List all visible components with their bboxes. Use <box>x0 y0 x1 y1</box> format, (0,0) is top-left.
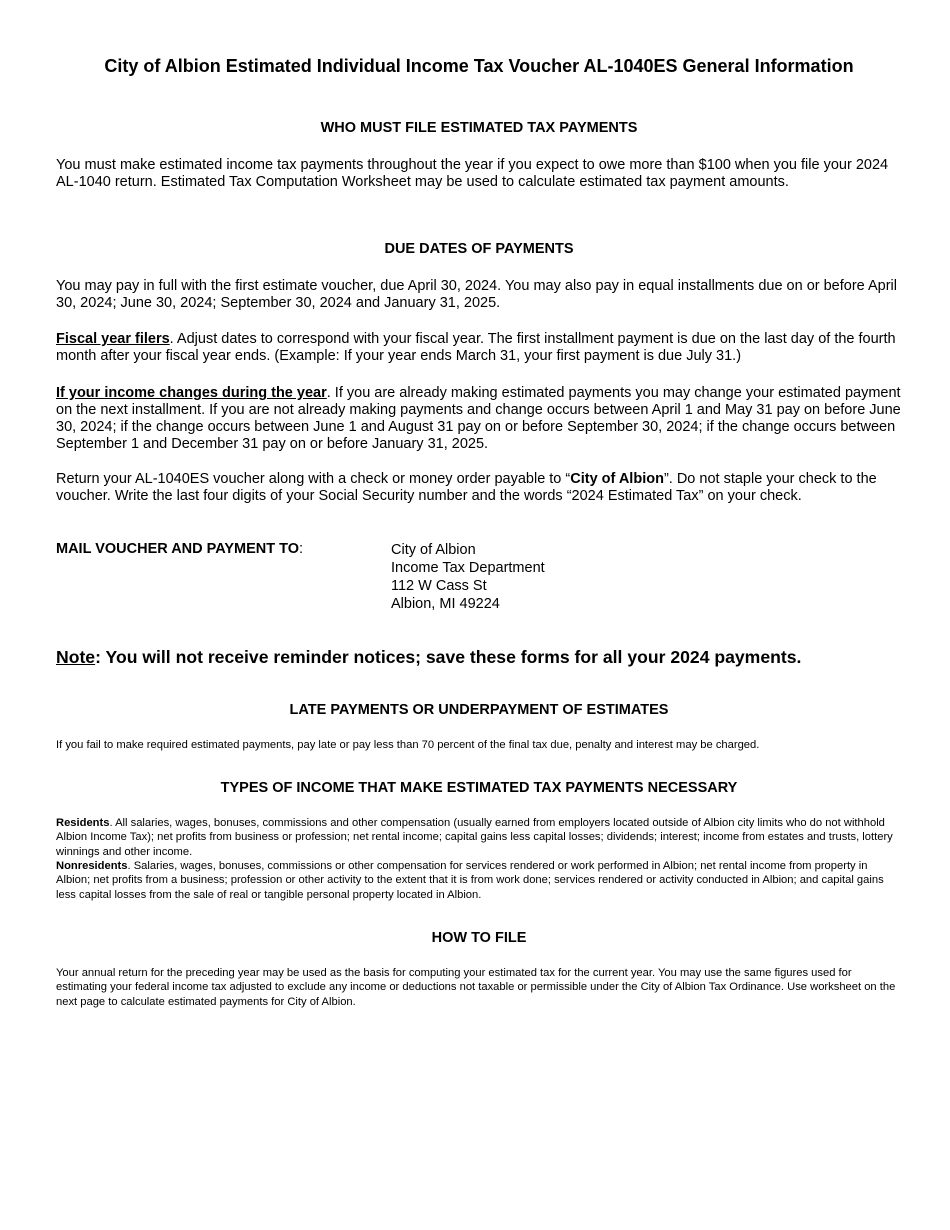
income-changes-text: . If you are already making estimated payments you may change your estimated payment on the next installment. If you are not already making payments and change occurs between April 1 and May 31 pay on before June 30, 2024; if the change occurs between June 1 and August 31 pay on or before September 30, 2024; if the change occurs between September 1 and December 31 pay on or before January 31, 2025. <box>56 385 901 452</box>
address-line: Income Tax Department <box>391 560 545 576</box>
how-to-file-heading: HOW TO FILE <box>431 930 527 946</box>
residents-label: Residents <box>56 817 110 829</box>
mailing-address <box>391 541 545 613</box>
how-to-file-text: Your annual return for the preceding year may be used as the basis for computing your estimated tax for the current year. You may use the same figures used for estimating your federal income tax adjusted to exclude any income or deductions not taxable or permissible under the City of Albion Tax Ordinance. Use worksheet on the next page to calculate estimated payments for City of Albion. <box>56 967 896 1008</box>
note-label: Note <box>56 647 96 667</box>
address-line: Albion, MI 49224 <box>391 596 500 612</box>
fiscal-year-text: . Adjust dates to correspond with your fiscal year. The first installment payment is due on the last day of the fourth month after your fiscal year ends. (Example: If your year ends March 31, your first payment is due July 31.) <box>56 331 896 364</box>
nonresidents-text: . Salaries, wages, bonuses, commissions or other compensation for services rendered or work performed in Albion; net rental income from property in Albion; net profits from a business; profession or other activity to the extent that it is from work done; services rendered or activity conducted in Albion; and capital gains less capital losses from the sale of real or tangible personal property located in Albion. <box>56 860 884 901</box>
return-text-end: ”. Do not staple your check to the voucher. Write the last four digits of your Social Security number and the words “2024 Estimated Tax” on your check. <box>56 471 877 504</box>
fiscal-year-label: Fiscal year filers <box>56 331 170 347</box>
note-text: : You will not receive reminder notices; save these forms for all your 2024 payments. <box>95 647 802 667</box>
late-payments-text: If you fail to make required estimated payments, pay late or pay less than 70 percent of the final tax due, penalty and interest may be charged. <box>56 739 760 751</box>
mail-to-label: MAIL VOUCHER AND PAYMENT TO: <box>56 541 304 557</box>
return-text-start: Return your AL-1040ES voucher along with a check or money order payable to “ <box>56 471 571 487</box>
address-line: 112 W Cass St <box>391 578 487 594</box>
return-payee: City of Albion <box>570 471 664 487</box>
who-must-file-text: You must make estimated income tax payments throughout the year if you expect to owe more than $100 when you file your 2024 AL-1040 return. Estimated Tax Computation Worksheet may be used to calculate estimated tax payment amounts. <box>56 157 889 190</box>
due-dates-heading: DUE DATES OF PAYMENTS <box>384 241 574 257</box>
income-changes-label: If your income changes during the year <box>56 385 327 401</box>
residents-text: . All salaries, wages, bonuses, commissions and other compensation (usually earned from employers located outside of Albion city limits who do not withhold Albion Income Tax); net profits from business or profession; net rental income; capital gains less capital losses; dividends; interest; income from estates and trusts, lottery winnings and other income. <box>56 817 893 858</box>
nonresidents-paragraph <box>56 859 902 902</box>
return-voucher-paragraph <box>56 471 902 505</box>
due-dates-text: You may pay in full with the first estimate voucher, due April 30, 2024. You may also pay in equal installments due on or before April 30, 2024; June 30, 2024; September 30, 2024 and January 31, 2025. <box>56 278 897 311</box>
address-line: City of Albion <box>391 542 476 558</box>
who-must-file-heading: WHO MUST FILE ESTIMATED TAX PAYMENTS <box>320 120 638 136</box>
nonresidents-label: Nonresidents <box>56 860 128 872</box>
page-title: City of Albion Estimated Individual Income Tax Voucher AL-1040ES General Information <box>104 56 854 76</box>
income-changes-paragraph <box>56 385 902 453</box>
fiscal-year-paragraph <box>56 331 902 365</box>
residents-paragraph <box>56 816 902 859</box>
late-payments-heading: LATE PAYMENTS OR UNDERPAYMENT OF ESTIMATES <box>289 702 669 718</box>
note-reminder <box>56 647 902 668</box>
types-of-income-heading: TYPES OF INCOME THAT MAKE ESTIMATED TAX PAYMENTS NECESSARY <box>220 780 738 796</box>
